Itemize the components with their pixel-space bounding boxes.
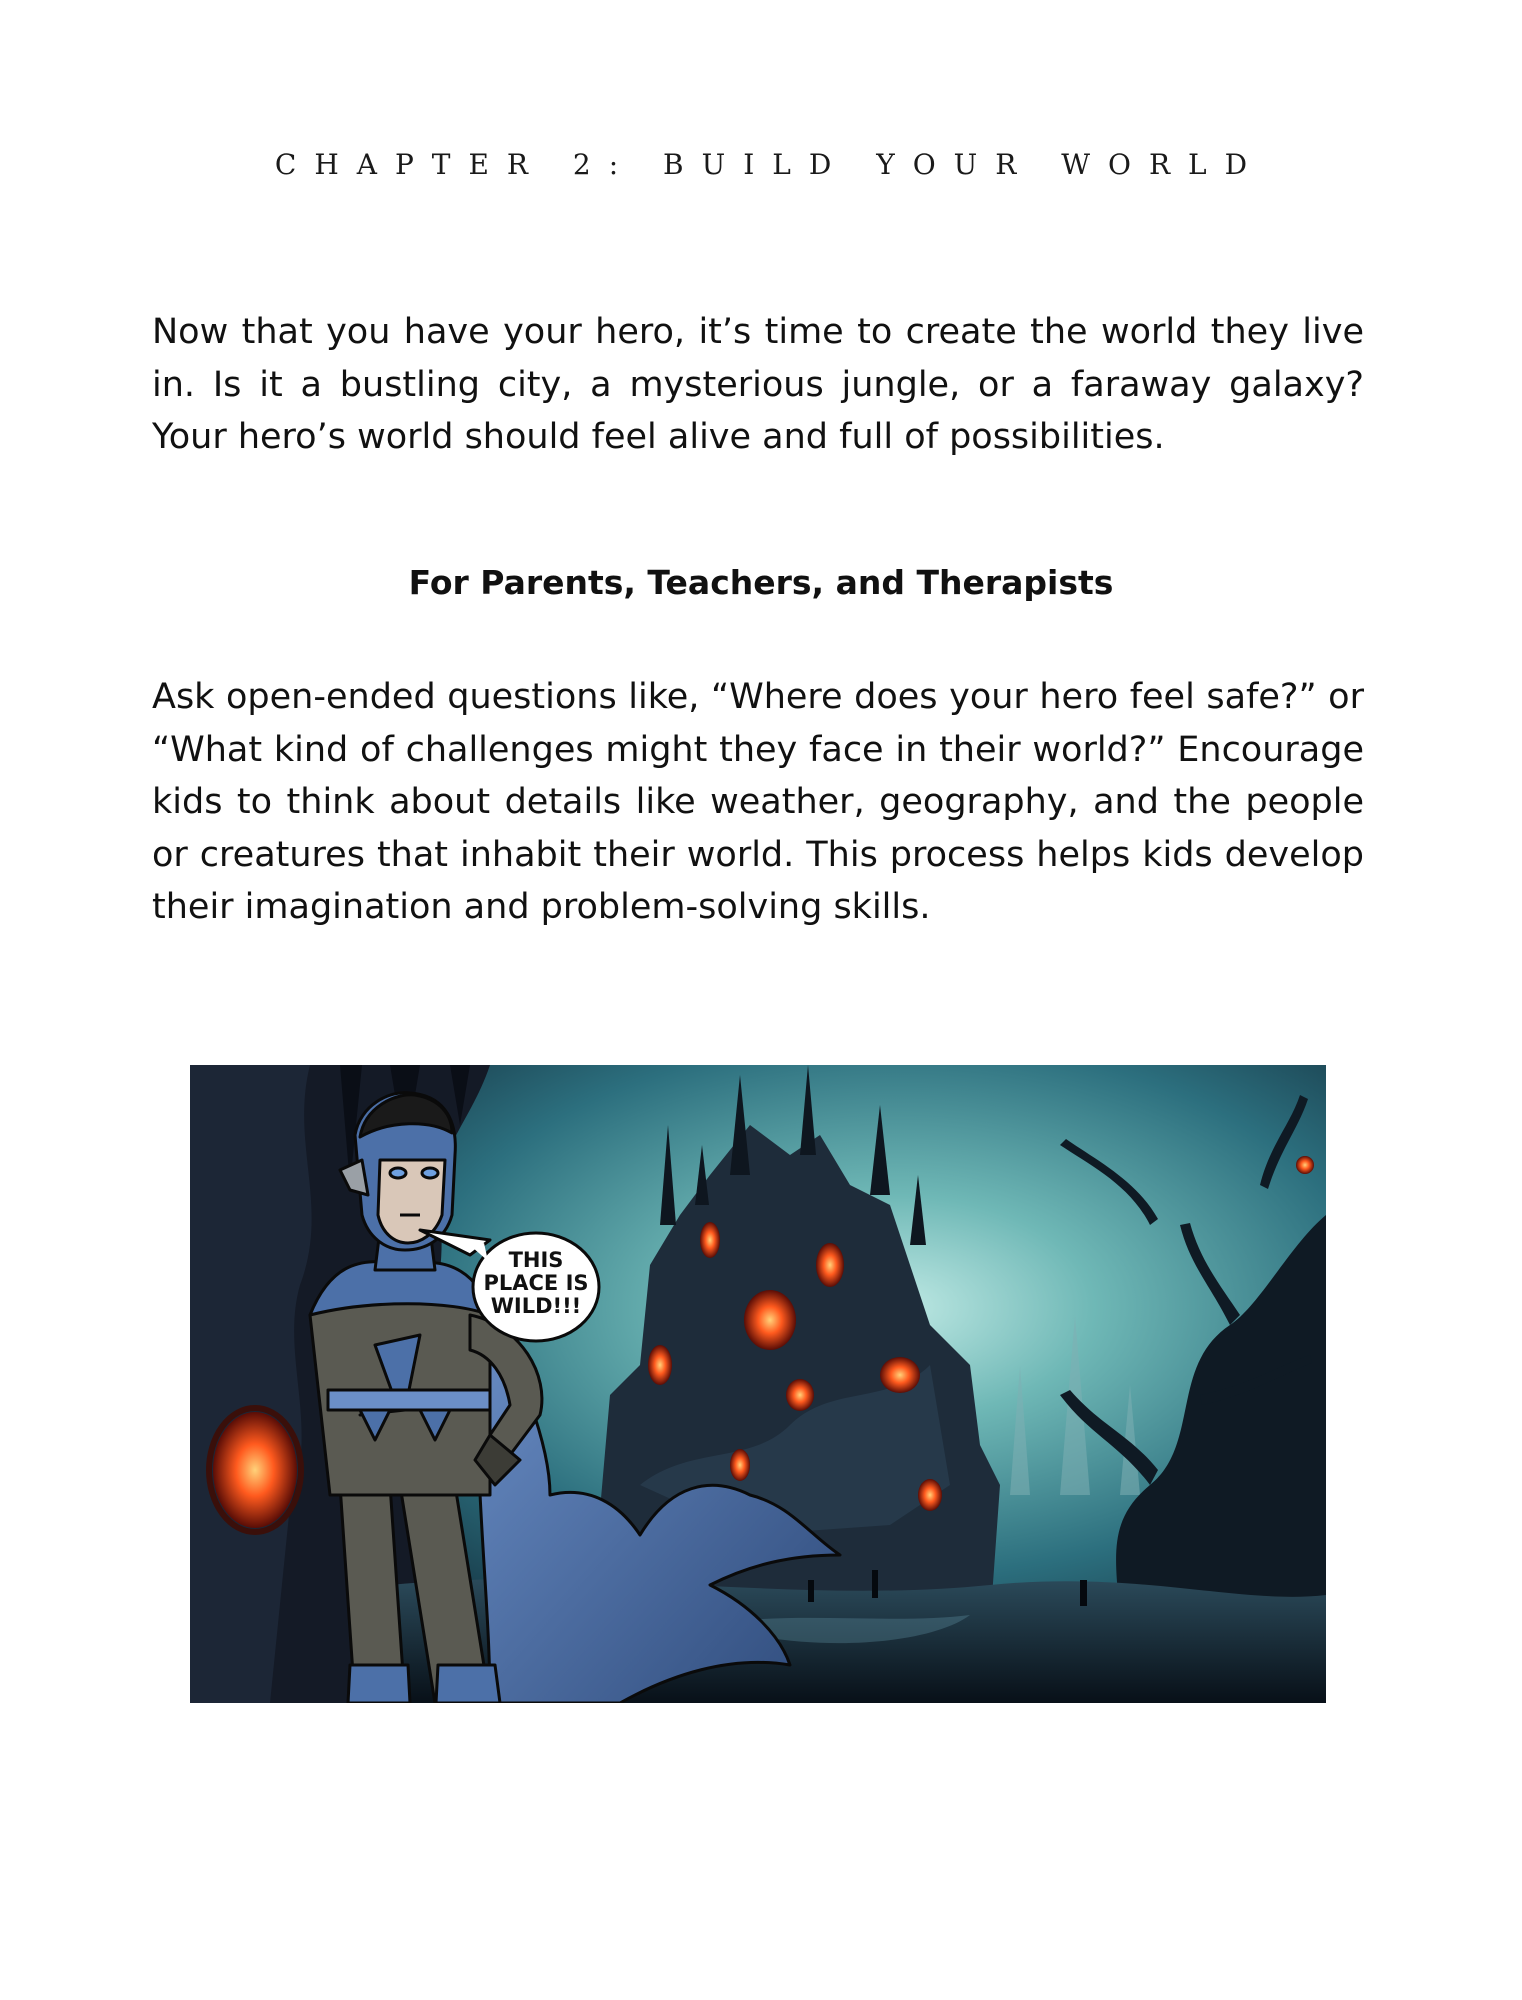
guidance-heading: For Parents, Teachers, and Therapists [408, 563, 1114, 602]
hero-world-illustration [190, 1065, 1326, 1703]
guidance-paragraph: Ask open-ended questions like, “Where does your hero feel safe?” or “What kind of challenges might they face in their world?” Encourage kids to think about details like weather, geography, and the people or creatures that inhabit their world. This process helps kids develop their imagination and problem-solving skills. [152, 677, 1364, 927]
fire-portal [213, 1412, 297, 1528]
intro-paragraph: Now that you have your hero, it’s time to create the world they live in. Is it a bustling city, a mysterious jungle, or a faraway galaxy? Your hero’s world should feel alive and full of possibilities. [152, 312, 1364, 457]
bubble-line-3: WILD!!! [490, 1294, 582, 1318]
bubble-line-1: THIS [508, 1248, 564, 1272]
bubble-line-2: PLACE IS [483, 1271, 589, 1295]
tree-glow-orb [1296, 1156, 1314, 1174]
chapter-heading: CHAPTER 2: BUILD YOUR WORLD [274, 148, 1266, 181]
